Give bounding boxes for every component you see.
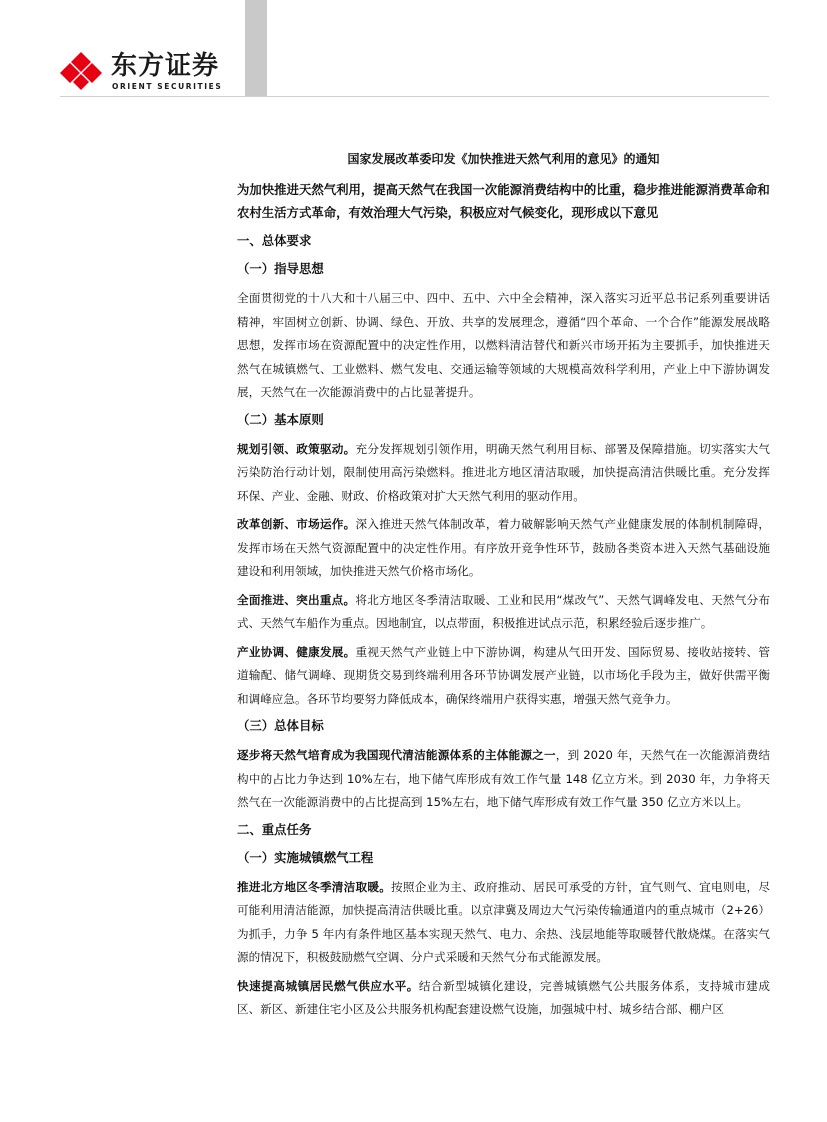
principle-1-title: 规划引领、政策驱动。 [237,441,356,456]
principle-3-title: 全面推进、突出重点。 [237,592,356,607]
principle-4-title: 产业协调、健康发展。 [237,644,356,659]
principle-2-title: 改革创新、市场运作。 [237,517,356,531]
document-body [237,150,770,1027]
paragraph-overall-targets [237,744,770,815]
logo-chinese-name: 东方证券 [111,51,220,81]
targets-bold-text: 逐步将天然气培育成为我国现代清洁能源体系的主体能源之一 [237,748,556,762]
principle-4-text: 重视天然气产业链上中下游协调，构建从气田开发、国际贸易、接收站接转、管道输配、储气调峰、现期货交易到终端利用各环节协调发展产业链，以市场化手段为主，做好供需平衡和调峰应急。各环节均要努力降低成本，确保终端用户获得实惠，增强天然气竞争力。 [237,644,770,706]
task-2-text: 结合新型城镇化建设，完善城镇燃气公共服务体系，支持城市建成区、新区、新建住宅小区及公共服务机构配套建设燃气设施，加强城中村、城乡结合部、棚户区 [237,978,770,1016]
task-1-title: 推进北方地区冬季清洁取暖。 [237,879,392,894]
paragraph-principle-4 [237,641,770,712]
document-title: 国家发展改革委印发《加快推进天然气利用的意见》的通知 [347,152,660,166]
company-logo [58,50,258,95]
section-heading-key-tasks: 二、重点任务 [237,821,312,837]
principle-2-text: 深入推进天然气体制改革，着力破解影响天然气产业健康发展的体制机制障碍，发挥市场在天然气资源配置中的决定性作用。有序放开竞争性环节，鼓励各类资本进入天然气基础设施建设和利用领域，加快推进天然气价格市场化。 [237,517,770,578]
paragraph-guiding-ideology: 全面贯彻党的十八大和十八届三中、四中、五中、六中全会精神，深入落实习近平总书记系列重要讲话精神，牢固树立创新、协调、绿色、开放、共享的发展理念，遵循“四个革命、一个合作”能源发展战略思想，发挥市场在资源配置中的决定性作用，以燃料清洁替代和新兴市场开拓为主要抓手，加快推进天然气在城镇燃气、工业燃料、燃气发电、交通运输等领域的大规模高效科学利用，产业上中下游协调发展，天然气在一次能源消费中的占比显著提升。 [237,291,770,399]
subsection-heading-overall-targets: （三）总体目标 [237,718,324,733]
task-2-title: 快速提高城镇居民燃气供应水平。 [237,978,419,993]
paragraph-principle-1 [237,438,770,509]
paragraph-principle-3 [237,589,770,636]
subsection-heading-basic-principles: （二）基本原则 [237,411,324,427]
header-divider [60,96,769,97]
targets-text: ，到 2020 年，天然气在一次能源消费结构中的占比力争达到 10%左右，地下储气库形成有效工作气量 148 亿立方米。到 2030 年，力争将天然气在一次能源消费中的占比提高到 15%左右，地下储气库形成有效工作气量 350 亿立方米以上。 [237,748,770,809]
task-1-text: 按照企业为主、政府推动、居民可承受的方针，宜气则气、宜电则电，尽可能利用清洁能源，加快提高清洁供暖比重。以京津冀及周边大气污染传输通道内的重点城市（2+26）为抓手，力争 5 年内有条件地区基本实现天然气、电力、余热、浅层地能等取暖替代散烧煤。在落实气源的情况下，积极鼓励燃气空调、分户式采暖和天然气分布式能源发展。 [237,879,770,964]
principle-3-text: 将北方地区冬季清洁取暖、工业和民用“煤改气”、天然气调峰发电、天然气分布式、天然气车船作为重点。因地制宜，以点带面，积极推进试点示范，积累经验后逐步推广。 [237,592,770,630]
section-heading-overall-requirements: 一、总体要求 [237,233,312,248]
subsection-heading-urban-gas-project: （一）实施城镇燃气工程 [237,849,374,865]
document-lead: 为加快推进天然气利用，提高天然气在我国一次能源消费结构中的比重，稳步推进能源消费革命和农村生活方式革命，有效治理大气污染，积极应对气候变化，现形成以下意见 [237,182,770,220]
orient-securities-logo-icon [58,50,104,90]
subsection-heading-guiding-ideology: （一）指导思想 [237,261,324,276]
logo-english-name: ORIENT SECURITIES [112,82,223,91]
paragraph-task-2 [237,975,770,1022]
principle-1-text: 充分发挥规划引领作用，明确天然气利用目标、部署及保障措施。切实落实大气污染防治行动计划，限制使用高污染燃料。推进北方地区清洁取暖，加快提高清洁供暖比重。充分发挥环保、产业、金融、财政、价格政策对扩大天然气利用的驱动作用。 [237,441,770,503]
paragraph-task-1 [237,876,770,970]
paragraph-principle-2 [237,513,770,584]
